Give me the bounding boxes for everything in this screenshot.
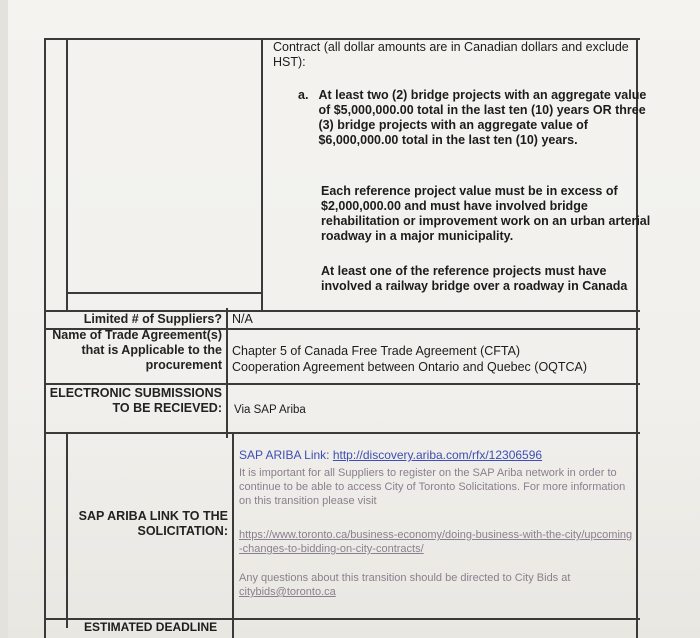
requirement-item-a (298, 88, 652, 148)
document-page (8, 0, 700, 638)
row-divider (44, 383, 640, 385)
sap-ariba-link-line (239, 448, 639, 463)
item-a-text: At least two (2) bridge projects with an aggregate value of $5,000,000.00 total in the last ten (10) years OR three (3) bridge projects with an aggregate value of $6,000,000.00 total in the last ten (10) years. (318, 88, 647, 147)
limited-suppliers-value: N/A (232, 312, 253, 326)
registration-notice: It is important for all Suppliers to register on the SAP Ariba network in order to continue to be able to access City of Toronto Solicitations. For more information on this transition please visit (239, 467, 626, 507)
trade-agreement-oqtca: Cooperation Agreement between Ontario and Quebec (OQTCA) (232, 360, 588, 374)
row-divider (66, 292, 262, 294)
reference-value-text: Each reference project value must be in excess of $2,000,000.00 and must have involved bridge rehabilitation or improvement work on an urban arterial roadway in a major municipality. (321, 184, 651, 243)
table-left-border (44, 38, 46, 638)
column-divider-lower (232, 432, 234, 638)
sap-ariba-label: SAP ARIBA LINK TO THE SOLICITATION: (78, 509, 228, 538)
citybids-email-link[interactable]: citybids@toronto.ca (239, 586, 336, 598)
procurement-table (44, 38, 651, 638)
row-divider (44, 432, 640, 434)
estimated-deadline-label: ESTIMATED DEADLINE (84, 620, 218, 634)
electronic-submissions-value: Via SAP Ariba (234, 404, 306, 416)
toronto-info-link[interactable]: https://www.toronto.ca/business-economy/doing-business-with-the-city/upcoming-changes-to-bidding-on-city-contracts/ (239, 529, 633, 555)
trade-agreement-cfta: Chapter 5 of Canada Free Trade Agreement (CFTA) (232, 344, 521, 358)
sap-ariba-rfx-link[interactable]: http://discovery.ariba.com/rfx/12306596 (332, 448, 543, 462)
railway-requirement-text: At least one of the reference projects must have involved a railway bridge over a roadway in Canada (321, 264, 628, 293)
contract-header: Contract (all dollar amounts are in Canadian dollars and exclude HST): (273, 40, 629, 69)
inner-left-rule (66, 38, 68, 310)
questions-text: Any questions about this transition should be directed to City Bids at (239, 572, 571, 584)
top-column-divider (261, 38, 263, 310)
limited-suppliers-label: Limited # of Suppliers? (83, 312, 222, 326)
electronic-submissions-label: ELECTRONIC SUBMISSIONS TO BE RECIEVED: (49, 386, 222, 415)
trade-agreements-label: Name of Trade Agreement(s) that is Applicable to the procurement (52, 328, 222, 372)
item-marker: a. (298, 88, 309, 102)
sap-ariba-link-prefix: SAP ARIBA Link: (239, 448, 330, 462)
